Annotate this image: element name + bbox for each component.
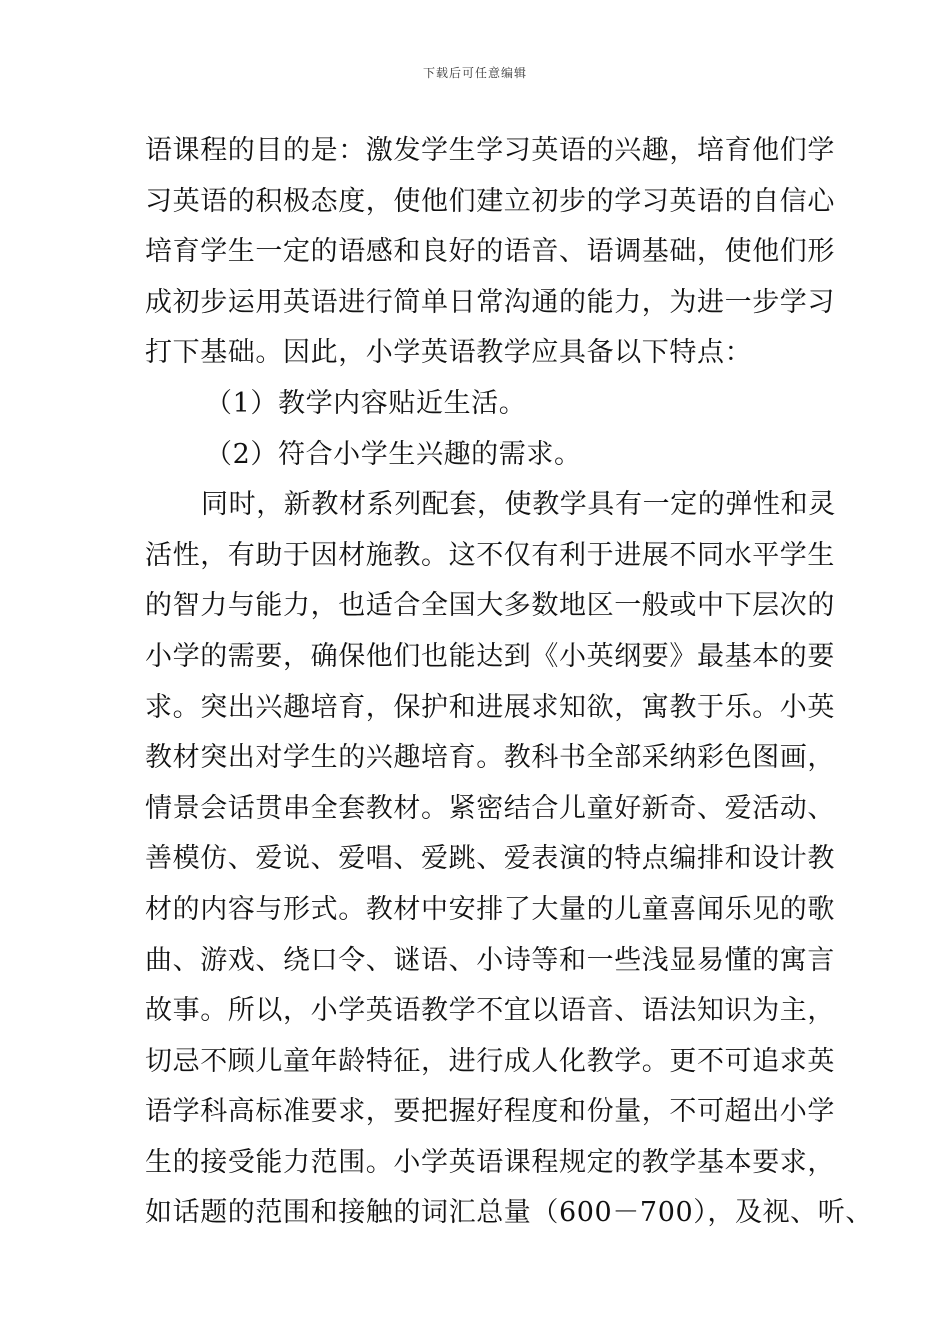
text-line: 切忌不顾儿童年龄特征，进行成人化教学。更不可追求英 <box>145 1045 835 1077</box>
page-header: 下载后可任意编辑 <box>422 66 527 80</box>
text-line: 曲、游戏、绕口令、谜语、小诗等和一些浅显易懂的寓言 <box>145 944 835 976</box>
text-line: 材的内容与形式。教材中安排了大量的儿童喜闻乐见的歌 <box>145 893 835 925</box>
text-line: 如话题的范围和接触的词汇总量（600－700），及视、听、 <box>145 1197 873 1229</box>
text-line: 故事。所以，小学英语教学不宜以语音、语法知识为主， <box>145 995 835 1027</box>
text-line: 小学的需要，确保他们也能达到《小英纲要》最基本的要 <box>145 640 835 672</box>
paragraph-start: 同时，新教材系列配套，使教学具有一定的弹性和灵 <box>201 489 836 521</box>
text-line: 情景会话贯串全套教材。紧密结合儿童好新奇、爱活动、 <box>145 792 835 824</box>
text-line: 善模仿、爱说、爱唱、爱跳、爱表演的特点编排和设计教 <box>145 843 835 875</box>
list-item: （1）教学内容贴近生活。 <box>205 387 527 419</box>
text-line: 语课程的目的是：激发学生学习英语的兴趣，培育他们学 <box>145 135 835 166</box>
document-body <box>145 126 873 1239</box>
text-line: 求。突出兴趣培育，保护和进展求知欲，寓教于乐。小英 <box>145 691 835 723</box>
text-line: 打下基础。因此，小学英语教学应具备以下特点： <box>145 337 753 369</box>
text-line: 的智力与能力，也适合全国大多数地区一般或中下层次的 <box>145 590 835 622</box>
text-line: 培育学生一定的语感和良好的语音、语调基础，使他们形 <box>145 236 835 268</box>
text-line: 生的接受能力范围。小学英语课程规定的教学基本要求， <box>145 1146 835 1178</box>
text-line: 习英语的积极态度，使他们建立初步的学习英语的自信心 <box>145 185 835 217</box>
text-line: 语学科高标准要求，要把握好程度和份量，不可超出小学 <box>145 1096 835 1128</box>
text-line: 教材突出对学生的兴趣培育。教科书全部采纳彩色图画， <box>145 742 835 774</box>
text-line: 活性，有助于因材施教。这不仅有利于进展不同水平学生 <box>145 539 835 571</box>
text-line: 成初步运用英语进行简单日常沟通的能力，为进一步学习 <box>145 286 835 318</box>
list-item: （2）符合小学生兴趣的需求。 <box>205 438 582 470</box>
